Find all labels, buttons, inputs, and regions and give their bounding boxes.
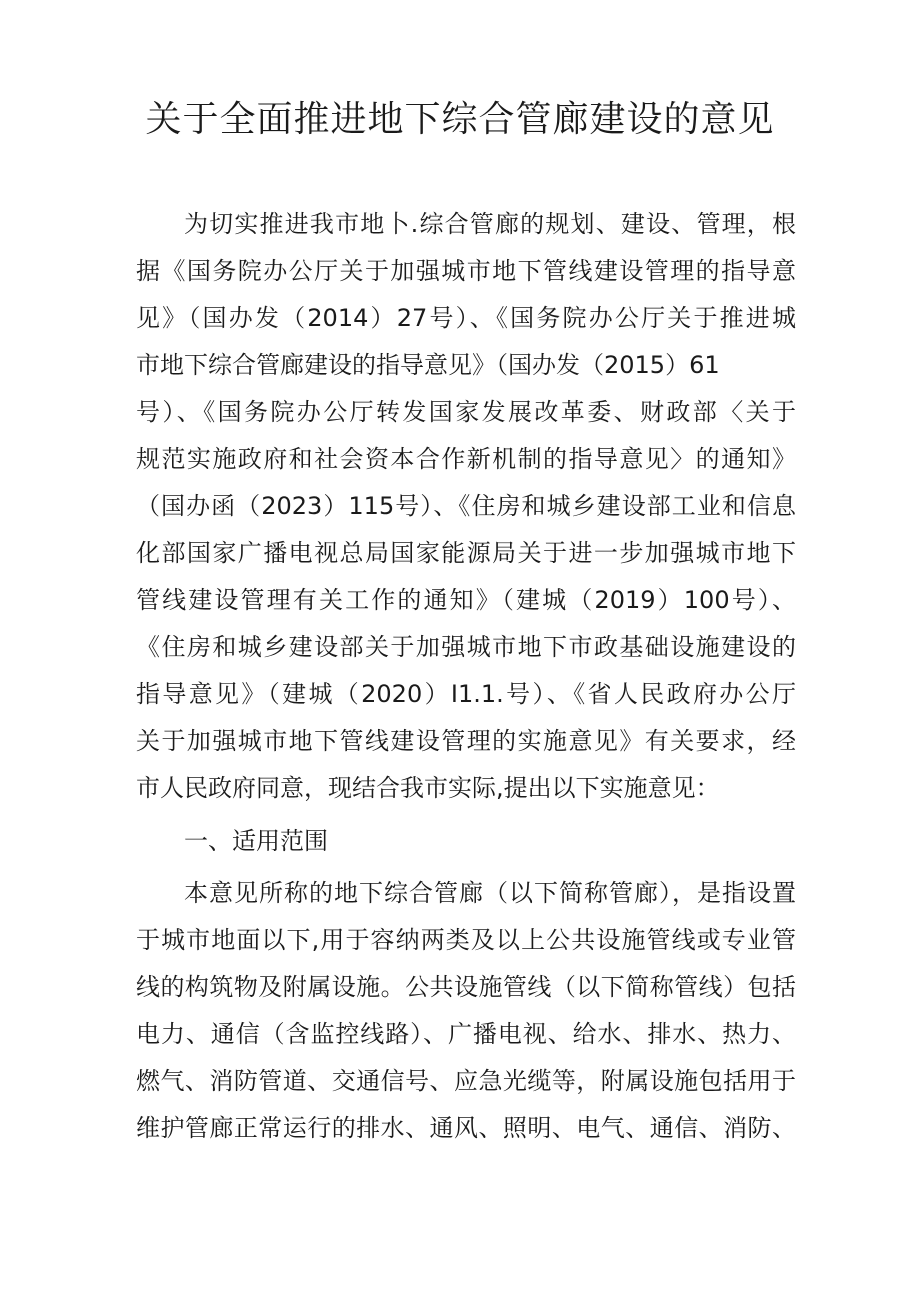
document-title: 关于全面推进地下综合管廊建设的意见	[145, 99, 775, 140]
paragraph-line: 维护管廊正常运行的排水、通风、照明、电气、通信、消防、	[136, 1114, 796, 1142]
paragraph-line: 据《国务院办公厅关于加强城市地下管线建设管理的指导意	[136, 257, 796, 285]
paragraph-line: 《住房和城乡建设部关于加强城市地下市政基础设施建设的	[136, 633, 796, 661]
paragraph-line: 管线建设管理有关工作的通知》（建城（2019）100号）、	[136, 586, 796, 614]
paragraph-line: 本意见所称的地下综合管廊（以下简称管廊），是指设置	[184, 879, 796, 907]
paragraph-line: 指导意见》（建城（2020）I1.1.号）、《省人民政府办公厅	[136, 680, 796, 708]
paragraph-line: 化部国家广播电视总局国家能源局关于进一步加强城市地下	[136, 539, 796, 567]
section-heading: 一、适用范围	[184, 827, 328, 855]
paragraph-line: 为切实推进我市地卜.综合管廊的规划、建设、管理，根	[184, 210, 796, 238]
paragraph-line: 电力、通信（含监控线路）、广播电视、给水、排水、热力、	[136, 1020, 796, 1048]
paragraph-line: 见》（国办发（2014）27号）、《国务院办公厅关于推进城	[136, 304, 796, 332]
paragraph-line: 号）、《国务院办公厅转发国家发展改革委、财政部〈关于	[136, 398, 796, 426]
paragraph-line: 燃气、消防管道、交通信号、应急光缆等，附属设施包括用于	[136, 1067, 796, 1095]
paragraph-line: 于城市地面以下,用于容纳两类及以上公共设施管线或专业管	[136, 926, 796, 954]
paragraph-line: 市地下综合管廊建设的指导意见》（国办发（2015）61	[136, 351, 720, 379]
paragraph-line: 关于加强城市地下管线建设管理的实施意见》有关要求，经	[136, 727, 796, 755]
paragraph-line: 线的构筑物及附属设施。公共设施管线（以下简称管线）包括	[136, 973, 796, 1001]
paragraph-line: （国办函（2023）115号）、《住房和城乡建设部工业和信息	[136, 492, 796, 520]
paragraph-line: 市人民政府同意，现结合我市实际,提出以下实施意见：	[136, 774, 720, 802]
paragraph-line: 规范实施政府和社会资本合作新机制的指导意见〉的通知》	[136, 445, 796, 473]
